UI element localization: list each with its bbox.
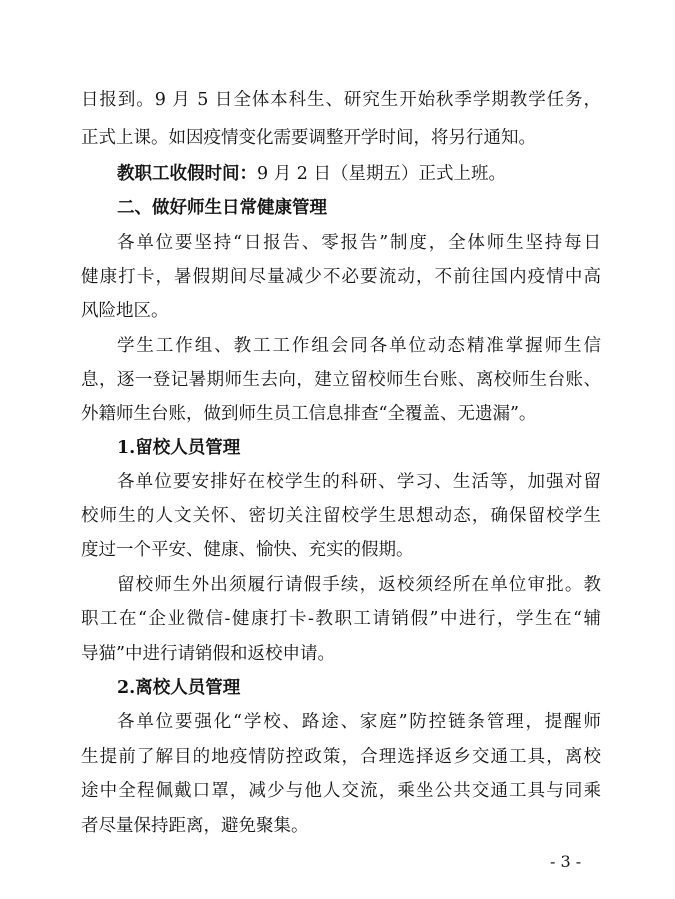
body-line: 学生工作组、教工工作组会同各单位动态精准掌握师生信 — [117, 336, 601, 356]
body-line: 日报到。9 月 5 日全体本科生、研究生开始秋季学期教学任务， — [81, 90, 601, 110]
inline-text: 9 月 2 日（星期五）正式上班。 — [257, 164, 506, 184]
subsection-heading: 2.离校人员管理 — [117, 678, 241, 698]
body-line: 生提前了解目的地疫情防控政策，合理选择返乡交通工具，离校 — [81, 747, 601, 767]
body-line: 途中全程佩戴口罩，减少与他人交流，乘坐公共交通工具与同乘 — [81, 781, 601, 801]
page-number: - 3 - — [550, 852, 582, 871]
body-line: 留校师生外出须履行请假手续，返校须经所在单位审批。教 — [117, 575, 601, 595]
body-line — [117, 163, 637, 185]
body-line: 正式上课。如因疫情变化需要调整开学时间，将另行通知。 — [81, 128, 536, 148]
bold-label: 教职工收假时间： — [117, 164, 257, 184]
body-line: 健康打卡，暑假期间尽量减少不必要流动，不前往国内疫情中高 — [81, 267, 601, 287]
body-line: 导猫”中进行请销假和返校申请。 — [81, 644, 335, 664]
body-line: 校师生的人文关怀、密切关注留校学生思想动态，确保留校学生 — [81, 506, 601, 526]
body-line: 外籍师生台账，做到师生员工信息排查“全覆盖、无遗漏”。 — [81, 404, 537, 424]
subsection-heading: 1.留校人员管理 — [117, 438, 241, 458]
body-line: 各单位要安排好在校学生的科研、学习、生活等，加强对留 — [117, 472, 601, 492]
body-line: 度过一个平安、健康、愉快、充实的假期。 — [81, 540, 414, 560]
body-line: 息，逐一登记暑期师生去向，建立留校师生台账、离校师生台账、 — [81, 370, 601, 390]
body-line: 者尽量保持距离，避免聚集。 — [81, 816, 309, 836]
body-line: 风险地区。 — [81, 301, 169, 321]
section-heading: 二、做好师生日常健康管理 — [117, 198, 327, 218]
body-line: 职工在“企业微信-健康打卡-教职工请销假”中进行，学生在“辅 — [81, 609, 601, 629]
body-line: 各单位要坚持“日报告、零报告”制度，全体师生坚持每日 — [117, 233, 601, 253]
body-line: 各单位要强化“学校、路途、家庭”防控链条管理，提醒师 — [117, 712, 601, 732]
